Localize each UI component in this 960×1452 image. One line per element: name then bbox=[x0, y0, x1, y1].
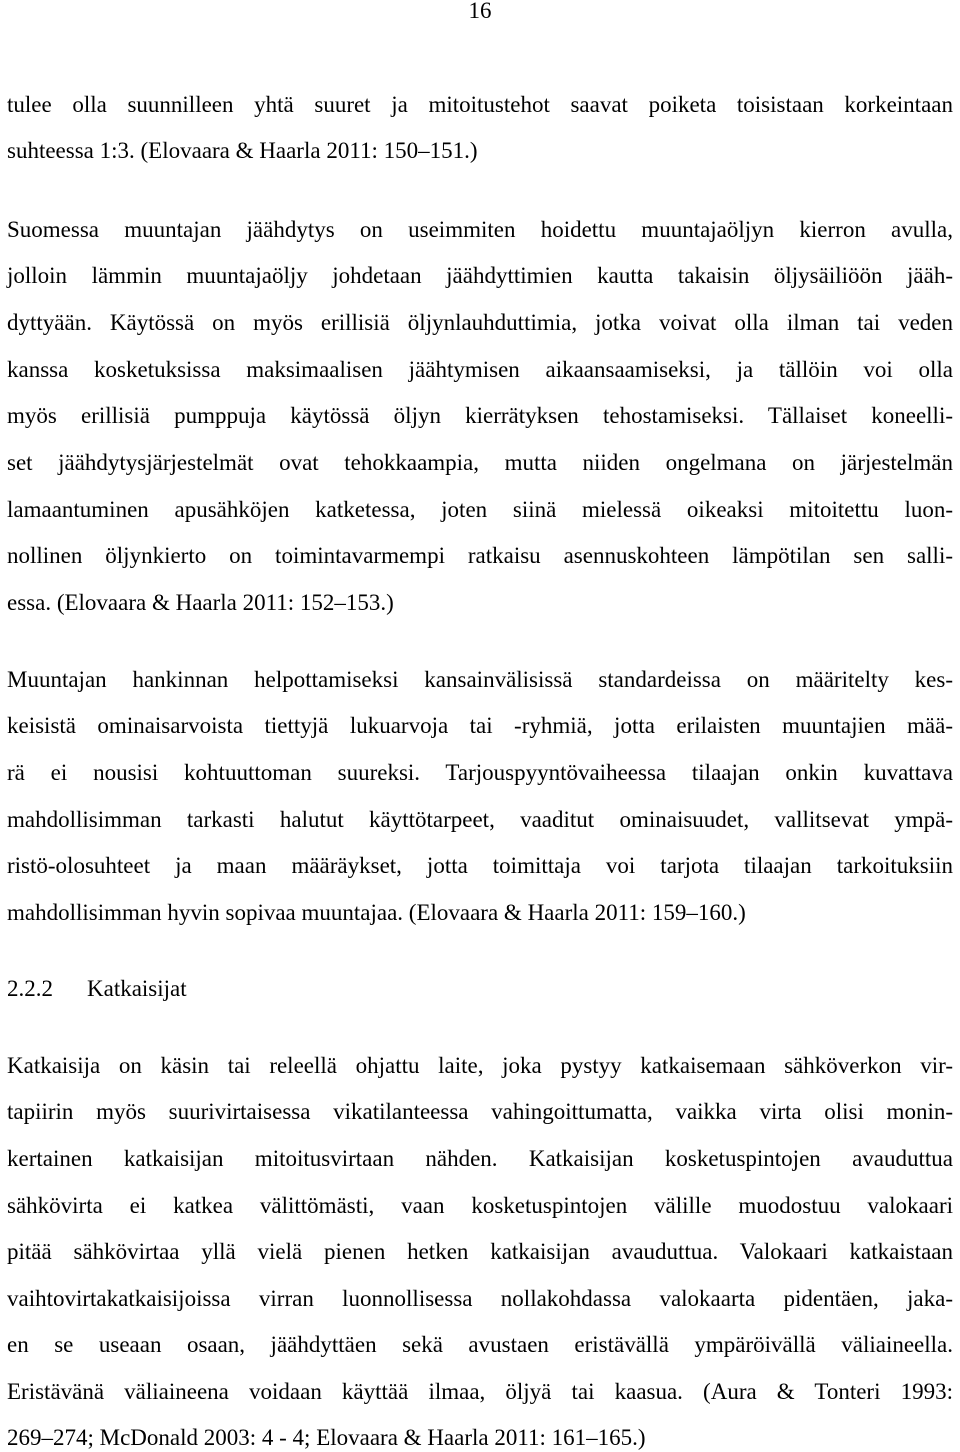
text-line: rä ei nousisi kohtuuttoman suureksi. Tarjouspyyntövaiheessa tilaajan onkin kuvattava bbox=[7, 760, 953, 785]
text-line: myös erillisiä pumppuja käytössä öljyn kierrätyksen tehostamiseksi. Tällaiset koneelli- bbox=[7, 403, 953, 428]
text-line: kertainen katkaisijan mitoitusvirtaan nähden. Katkaisijan kosketuspintojen avauduttua bbox=[7, 1146, 953, 1171]
text-line: ristö-olosuhteet ja maan määräykset, jotta toimittaja voi tarjota tilaajan tarkoituksiin bbox=[7, 853, 953, 878]
text-line: dyttyään. Käytössä on myös erillisiä öljynlauhduttimia, jotka voivat olla ilman tai veden bbox=[7, 310, 953, 335]
text-line: vaihtovirtakatkaisijoissa virran luonnollisessa nollakohdassa valokaarta pidentäen, jaka- bbox=[7, 1286, 953, 1311]
text-line: suhteessa 1:3. (Elovaara & Haarla 2011: 150–151.) bbox=[7, 138, 478, 163]
text-line: Eristävänä väliaineena voidaan käyttää ilmaa, öljyä tai kaasua. (Aura & Tonteri 1993: bbox=[7, 1379, 953, 1404]
section-title: Katkaisijat bbox=[87, 976, 187, 1001]
text-line: jolloin lämmin muuntajaöljy johdetaan jäähdyttimien kautta takaisin öljysäiliöön jääh- bbox=[7, 263, 953, 288]
text-line: Katkaisija on käsin tai releellä ohjattu laite, joka pystyy katkaisemaan sähköverkon vir- bbox=[7, 1053, 953, 1078]
text-line: nollinen öljynkierto on toimintavarmempi ratkaisu asennuskohteen lämpötilan sen salli- bbox=[7, 543, 953, 568]
section-number: 2.2.2 bbox=[7, 976, 53, 1001]
text-line: mahdollisimman hyvin sopivaa muuntajaa. (Elovaara & Haarla 2011: 159–160.) bbox=[7, 900, 746, 925]
text-line: mahdollisimman tarkasti halutut käyttötarpeet, vaaditut ominaisuudet, vallitsevat ympä- bbox=[7, 807, 953, 832]
text-line: set jäähdytysjärjestelmät ovat tehokkaampia, mutta niiden ongelmana on järjestelmän bbox=[7, 450, 953, 475]
text-line: tapiirin myös suurivirtaisessa vikatilanteessa vahingoittumatta, vaikka virta olisi monin- bbox=[7, 1099, 953, 1124]
text-line: tulee olla suunnilleen yhtä suuret ja mitoitustehot saavat poiketa toisistaan korkeintaan bbox=[7, 92, 953, 117]
text-line: lamaantuminen apusähköjen katketessa, joten siinä mielessä oikeaksi mitoitettu luon- bbox=[7, 497, 953, 522]
text-line: pitää sähkövirtaa yllä vielä pienen hetken katkaisijan avauduttua. Valokaari katkaistaan bbox=[7, 1239, 953, 1264]
text-line: keisistä ominaisarvoista tiettyjä lukuarvoja tai -ryhmiä, jotta erilaisten muuntajien mää- bbox=[7, 713, 953, 738]
text-line: 269–274; McDonald 2003: 4 - 4; Elovaara & Haarla 2011: 161–165.) bbox=[7, 1425, 646, 1450]
text-line: essa. (Elovaara & Haarla 2011: 152–153.) bbox=[7, 590, 394, 615]
text-line: Muuntajan hankinnan helpottamiseksi kansainvälisissä standardeissa on määritelty kes- bbox=[7, 667, 953, 692]
text-line: Suomessa muuntajan jäähdytys on useimmiten hoidettu muuntajaöljyn kierron avulla, bbox=[7, 217, 953, 242]
text-line: kanssa kosketuksissa maksimaalisen jäähtymisen aikaansaamiseksi, ja tällöin voi olla bbox=[7, 357, 953, 382]
page-number: 16 bbox=[468, 0, 492, 23]
section-heading bbox=[7, 975, 953, 1003]
text-line: en se useaan osaan, jäähdyttäen sekä avustaen eristävällä ympäröivällä väliaineella. bbox=[7, 1332, 953, 1357]
text-line: sähkövirta ei katkea välittömästi, vaan kosketuspintojen välille muodostuu valokaari bbox=[7, 1193, 953, 1218]
